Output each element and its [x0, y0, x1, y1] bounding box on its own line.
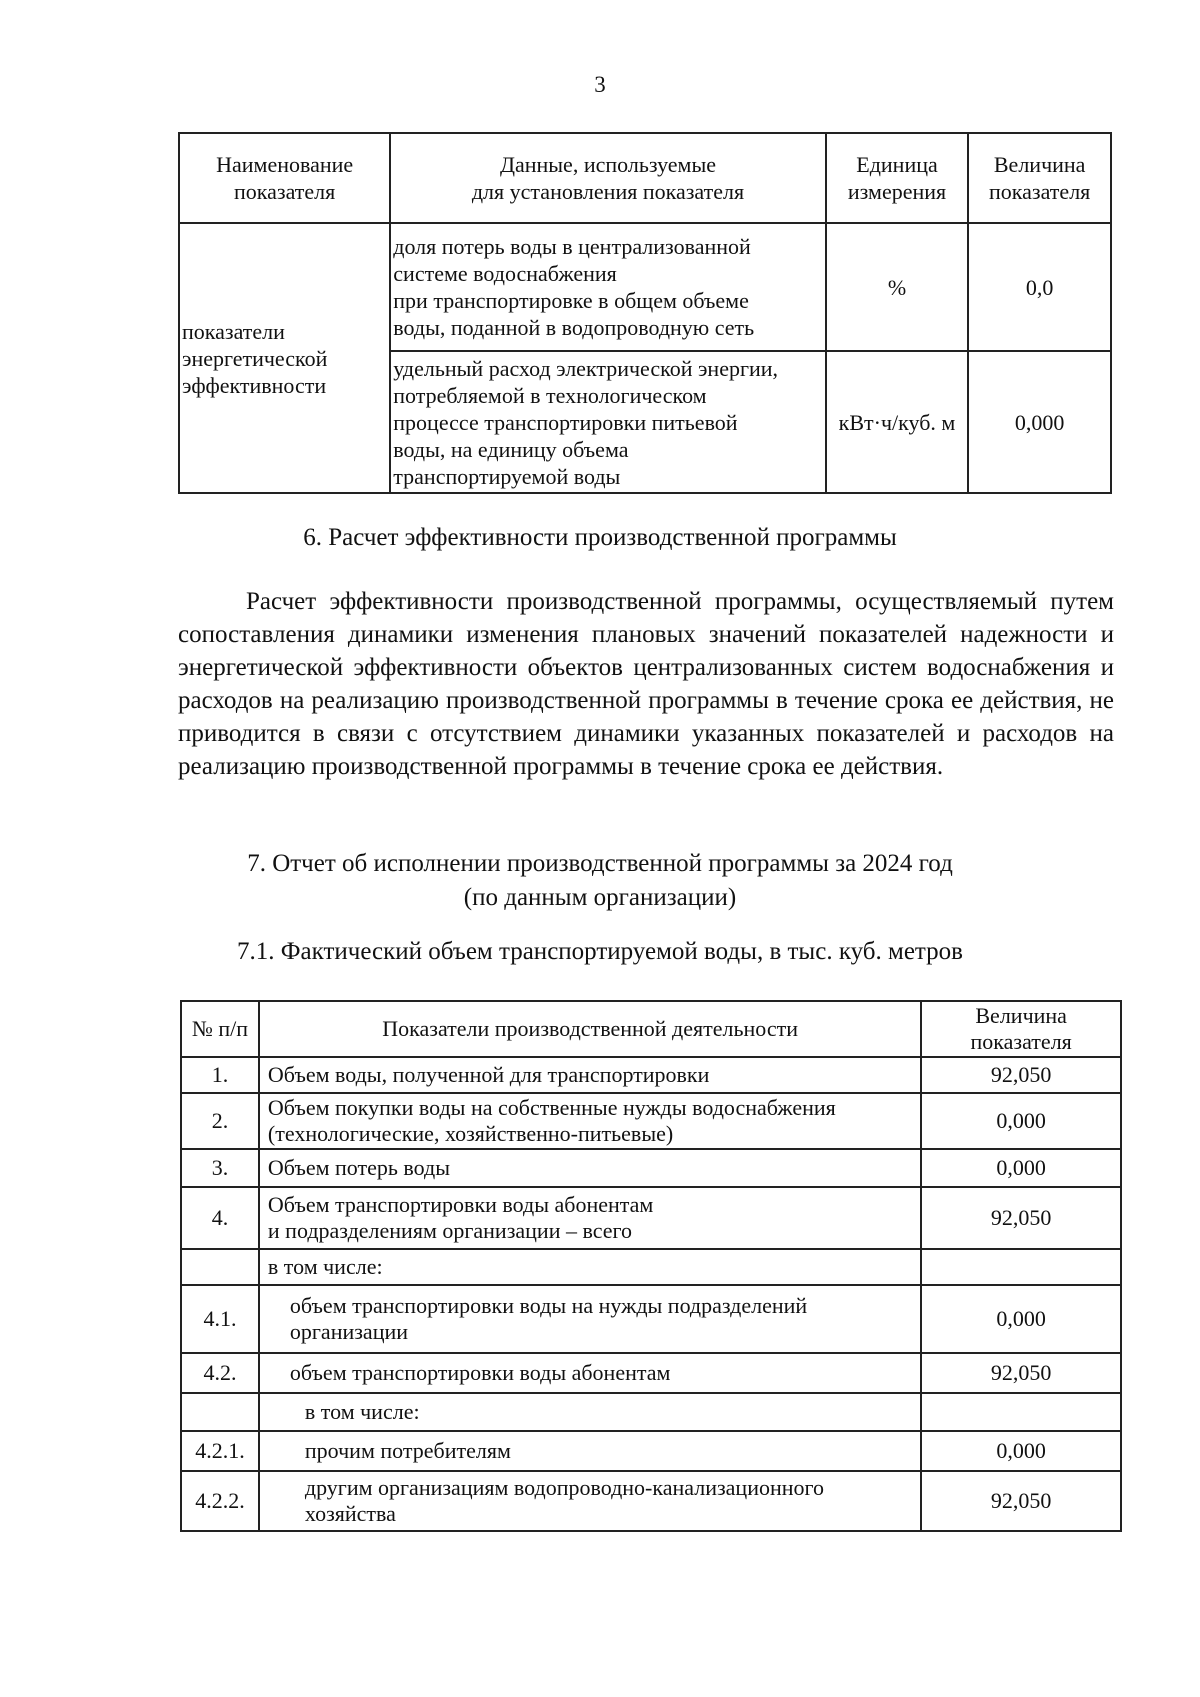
header-source-data: Данные, используемые для установления показателя — [390, 133, 825, 223]
row-value: 0,000 — [968, 351, 1111, 493]
table-row: в том числе: — [181, 1249, 1121, 1285]
section-7-heading-line1: 7. Отчет об исполнении производственной программы за 2024 год — [247, 850, 953, 877]
row-description: удельный расход электрической энергии, потребляемой в технологическом процессе транспортировки питьевой воды, на единицу объема транспортируемой воды — [390, 351, 825, 493]
header-unit: Единица измерения — [826, 133, 969, 223]
table-header-row — [181, 1001, 1121, 1057]
header-value: Величина показателя — [921, 1001, 1121, 1057]
section-7-heading-line2: (по данным организации) — [463, 884, 737, 911]
header-num: № п/п — [181, 1001, 259, 1057]
row-unit: кВт·ч/куб. м — [826, 351, 969, 493]
section-7-1-heading: 7.1. Фактический объем транспортируемой воды, в тыс. куб. метров — [237, 938, 963, 965]
table-row: в том числе: — [181, 1393, 1121, 1431]
table-row: 2. Объем покупки воды на собственные нужды водоснабжения (технологические, хозяйственно-питьевые) 0,000 — [181, 1093, 1121, 1149]
row-unit: % — [826, 223, 969, 351]
header-label: Показатели производственной деятельности — [259, 1001, 921, 1057]
row-value: 0,0 — [968, 223, 1111, 351]
group-label: показатели энергетической эффективности — [179, 223, 390, 493]
table-row: 4. Объем транспортировки воды абонентам и подразделениям организации – всего 92,050 — [181, 1187, 1121, 1249]
header-indicator-name: Наименование показателя — [179, 133, 390, 223]
table-row: 4.1. объем транспортировки воды на нужды подразделений организации 0,000 — [181, 1285, 1121, 1353]
section-6-heading: 6. Расчет эффективности производственной программы — [303, 524, 897, 551]
table-row — [179, 223, 1111, 351]
row-description: доля потерь воды в централизованной системе водоснабжения при транспортировке в общем объеме воды, поданной в водопроводную сеть — [390, 223, 825, 351]
page-number: 3 — [594, 72, 606, 97]
table-row: 4.2.2. другим организациям водопроводно-канализационного хозяйства 92,050 — [181, 1471, 1121, 1531]
table-row: 4.2. объем транспортировки воды абонентам 92,050 — [181, 1353, 1121, 1393]
table-row: 1. Объем воды, полученной для транспортировки 92,050 — [181, 1057, 1121, 1093]
water-volume-table — [180, 1000, 1122, 1532]
table-row: 4.2.1. прочим потребителям 0,000 — [181, 1431, 1121, 1471]
table-header-row — [179, 133, 1111, 223]
header-value: Величина показателя — [968, 133, 1111, 223]
efficiency-indicators-table — [178, 132, 1112, 494]
section-6-paragraph: Расчет эффективности производственной программы, осуществляемый путем сопоставления динамики изменения плановых значений показателей надежности и энергетической эффективности объектов централизованных систем водоснабжения и расходов на реализацию производственной программы в течение срока ее действия, не приводится в связи с отсутствием динамики указанных показателей и расходов на реализацию производственной программы в течение срока ее действия. — [178, 588, 1114, 780]
table-row: 3. Объем потерь воды 0,000 — [181, 1149, 1121, 1187]
